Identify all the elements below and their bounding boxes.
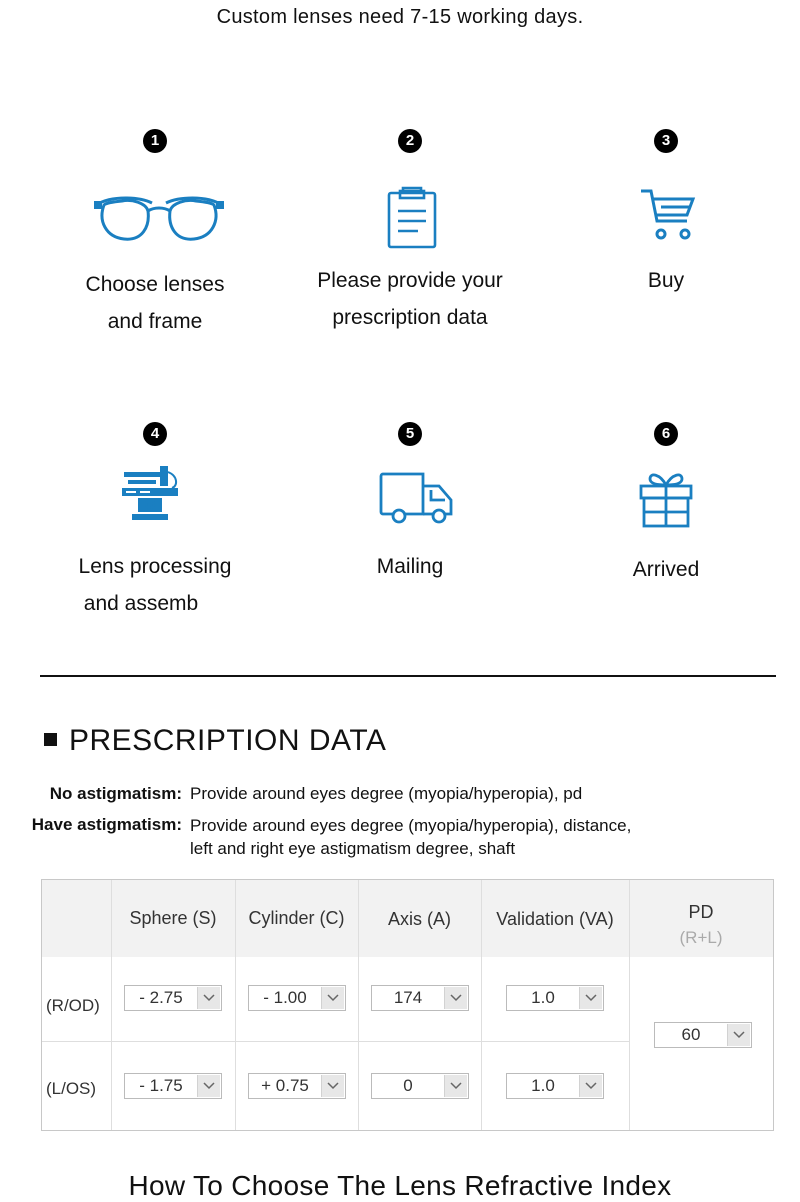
step-label-line1: Please provide your (317, 269, 503, 292)
chevron-down-icon (321, 1075, 344, 1097)
clipboard-icon (386, 185, 438, 249)
step-label-line1: Lens processing (78, 555, 232, 578)
select-value: 174 (393, 988, 423, 1007)
chevron-down-icon (197, 987, 220, 1009)
step-number: 4 (143, 422, 167, 446)
have-astigmatism-label: Have astigmatism: (31, 815, 182, 834)
section-title-text: PRESCRIPTION DATA (69, 724, 387, 757)
row-label-left-eye: (L/OS) (46, 1079, 97, 1098)
left-cylinder-select[interactable] (248, 1073, 346, 1099)
chevron-down-icon (197, 1075, 220, 1097)
header-cylinder: Cylinder (C) (248, 908, 345, 928)
chevron-down-icon (727, 1024, 750, 1046)
step-number: 1 (143, 129, 167, 153)
select-value: + 0.75 (261, 1076, 309, 1095)
step-label-line1: Arrived (632, 558, 700, 581)
right-axis-select[interactable] (371, 985, 469, 1011)
chevron-down-icon (579, 1075, 602, 1097)
select-value: - 1.75 (139, 1076, 183, 1095)
right-cylinder-select[interactable] (248, 985, 346, 1011)
step-label-line2: and frame (107, 310, 203, 333)
section-divider (40, 675, 776, 677)
step-label-line2: prescription data (332, 306, 488, 329)
row-label-right-eye: (R/OD) (46, 996, 100, 1015)
step-arrived (536, 422, 796, 632)
prescription-table (41, 879, 774, 1131)
header-validation: Validation (VA) (496, 909, 614, 929)
step-buy (536, 129, 796, 349)
cart-icon (639, 187, 697, 243)
header-sphere: Sphere (S) (129, 908, 217, 928)
no-astigmatism-text: Provide around eyes degree (myopia/hyperopia), pd (190, 784, 583, 803)
step-label-line1: Choose lenses (85, 273, 225, 296)
have-astigmatism-text-1: Provide around eyes degree (myopia/hyperopia), distance, (190, 816, 632, 835)
notice-text: Custom lenses need 7-15 working days. (216, 6, 584, 28)
right-validation-select[interactable] (506, 985, 604, 1011)
no-astigmatism-label: No astigmatism: (49, 784, 182, 803)
select-value: 60 (681, 1025, 701, 1044)
glasses-icon (92, 191, 226, 251)
refractive-index-title: How To Choose The Lens Refractive Index (128, 1170, 672, 1201)
step-number: 3 (654, 129, 678, 153)
step-number: 5 (398, 422, 422, 446)
chevron-down-icon (579, 987, 602, 1009)
select-value: - 1.00 (263, 988, 307, 1007)
lens-machine-icon (120, 464, 182, 526)
step-mailing (280, 422, 540, 632)
header-pd: PD (688, 902, 714, 922)
chevron-down-icon (321, 987, 344, 1009)
square-bullet-icon (44, 733, 57, 746)
left-axis-select[interactable] (371, 1073, 469, 1099)
left-validation-select[interactable] (506, 1073, 604, 1099)
step-label-line2: and assemb (83, 592, 199, 615)
chevron-down-icon (444, 987, 467, 1009)
select-value: 1.0 (531, 1076, 555, 1095)
step-number: 2 (398, 129, 422, 153)
step-label-line1: Buy (647, 269, 685, 292)
have-astigmatism-text-2: left and right eye astigmatism degree, shaft (190, 839, 516, 858)
step-number: 6 (654, 422, 678, 446)
section-title (44, 724, 386, 758)
right-sphere-select[interactable] (124, 985, 222, 1011)
truck-icon (379, 470, 455, 526)
left-sphere-select[interactable] (124, 1073, 222, 1099)
step-provide-prescription (280, 129, 540, 349)
select-value: 0 (403, 1076, 413, 1095)
chevron-down-icon (444, 1075, 467, 1097)
step-choose-lenses (25, 129, 285, 349)
pd-select[interactable] (654, 1022, 752, 1048)
header-axis: Axis (A) (388, 909, 451, 929)
select-value: 1.0 (531, 988, 555, 1007)
header-pd-sub: (R+L) (679, 928, 723, 947)
select-value: - 2.75 (139, 988, 183, 1007)
step-label-line1: Mailing (376, 555, 444, 578)
step-lens-processing (25, 422, 285, 632)
gift-icon (638, 468, 694, 528)
